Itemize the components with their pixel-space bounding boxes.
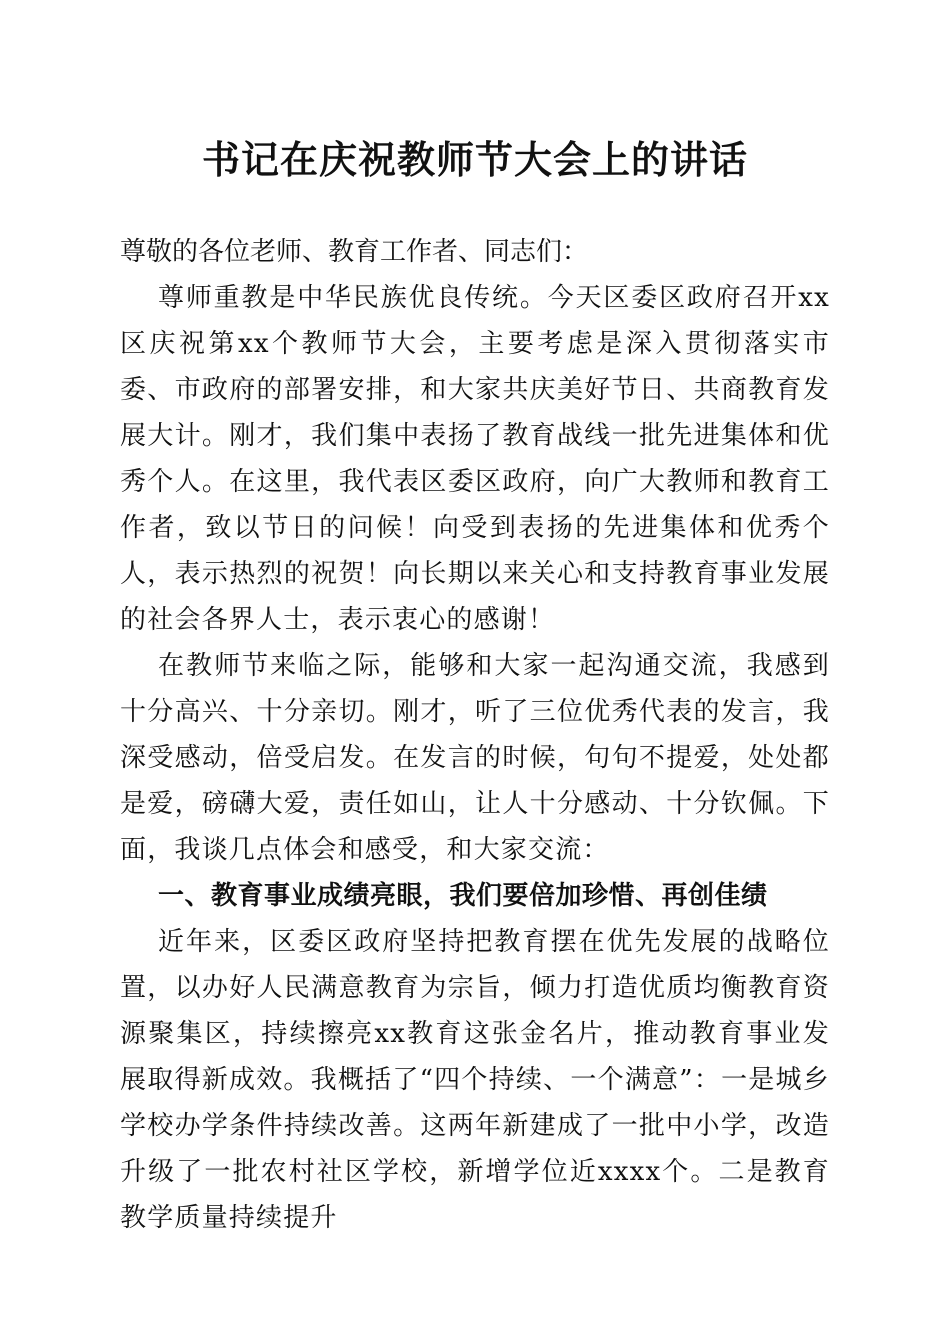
paragraph-opening: 尊师重教是中华民族优良传统。今天区委区政府召开xx区庆祝第xx个教师节大会，主要考虑是深入贯彻落实市委、市政府的部署安排，和大家共庆美好节日、共商教育发展大计。刚才，我们集中表扬了教育战线一批先进集体和优秀个人。在这里，我代表区委区政府，向广大教师和教育工作者，致以节日的问候！向受到表扬的先进集体和优秀个人，表示热烈的祝贺！向长期以来关心和支持教育事业发展的社会各界人士，表示衷心的感谢！ bbox=[120, 283, 830, 635]
paragraph-section-one: 近年来，区委区政府坚持把教育摆在优先发展的战略位置，以办好人民满意教育为宗旨，倾力打造优质均衡教育资源聚集区，持续擦亮xx教育这张金名片，推动教育事业发展取得新成效。我概括了“四个持续、一个满意”：一是城乡学校办学条件持续改善。这两年新建成了一批中小学，改造升级了一批农村社区学校，新增学位近xxxx个。二是教育教学质量持续提升 bbox=[120, 927, 830, 1233]
salutation: 尊敬的各位老师、教育工作者、同志们： bbox=[120, 237, 589, 267]
paragraph-intro: 在教师节来临之际，能够和大家一起沟通交流，我感到十分高兴、十分亲切。刚才，听了三位优秀代表的发言，我深受感动，倍受启发。在发言的时候，句句不提爱，处处都是爱，磅礴大爱，责任如山，让人十分感动、十分钦佩。下面，我谈几点体会和感受，和大家交流： bbox=[120, 651, 830, 865]
document-body bbox=[120, 229, 830, 1241]
document-title: 书记在庆祝教师节大会上的讲话 bbox=[201, 137, 748, 182]
section-heading: 一、教育事业成绩亮眼，我们要倍加珍惜、再创佳绩 bbox=[158, 881, 768, 911]
